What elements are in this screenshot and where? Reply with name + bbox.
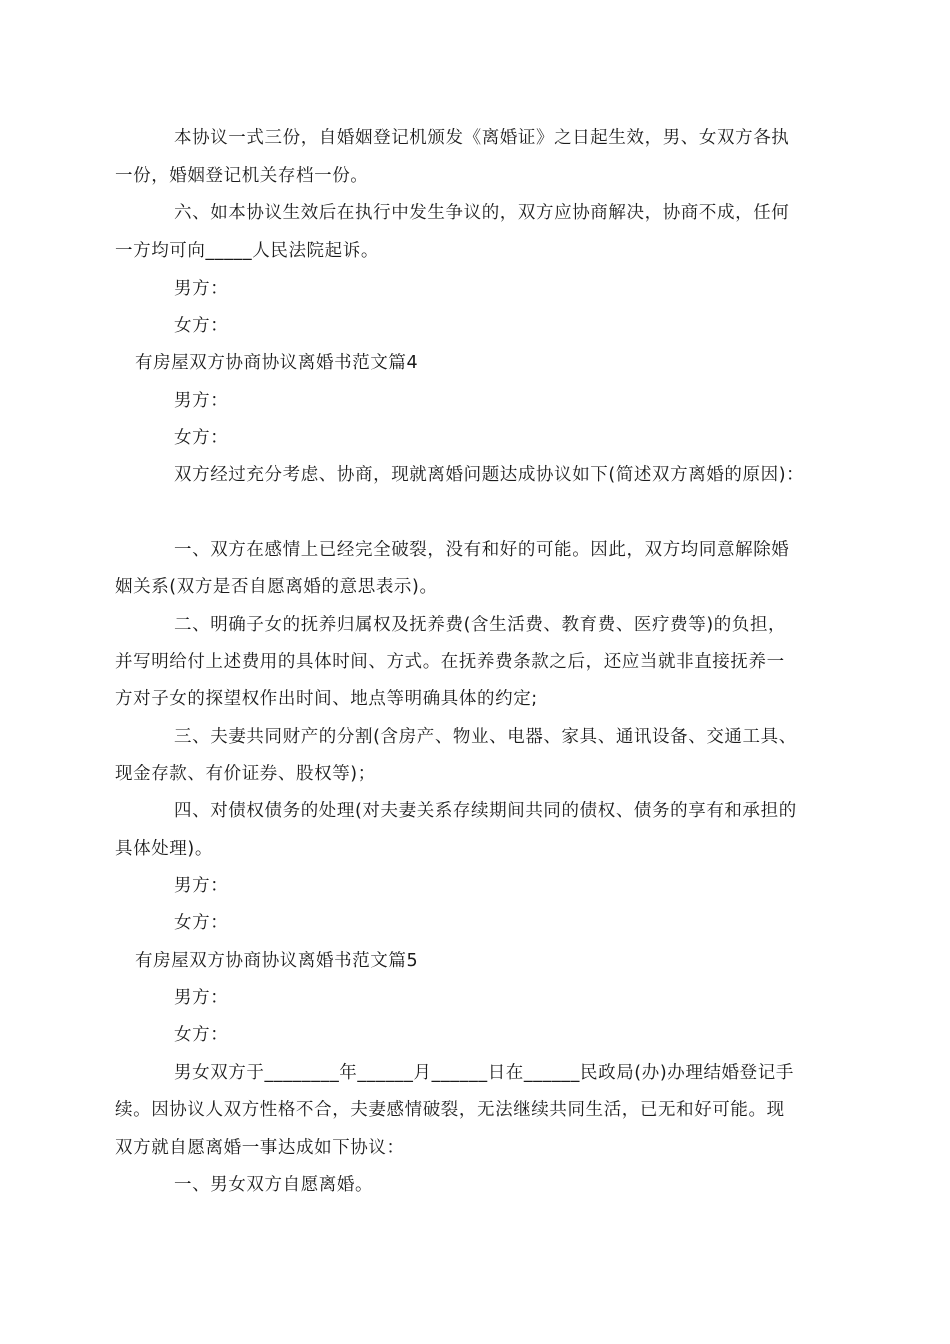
- paragraph-line: 六、如本协议生效后在执行中发生争议的，双方应协商解决，协商不成，任何: [174, 203, 790, 223]
- male-party-label: 男方：: [174, 876, 229, 896]
- female-party-label: 女方：: [174, 428, 229, 448]
- paragraph-line: 双方经过充分考虑、协商，现就离婚问题达成协议如下(简述双方离婚的原因)：: [174, 465, 805, 485]
- paragraph-line: 双方就自愿离婚一事达成如下协议：: [115, 1138, 405, 1158]
- paragraph-line: 姻关系(双方是否自愿离婚的意思表示)。: [115, 577, 438, 597]
- paragraph-line: 现金存款、有价证券、股权等)；: [115, 764, 376, 784]
- female-party-label: 女方：: [174, 316, 229, 336]
- paragraph-line: 一份，婚姻登记机关存档一份。: [115, 166, 369, 186]
- section-heading: 有房屋双方协商协议离婚书范文篇4: [135, 353, 419, 373]
- paragraph-line: 本协议一式三份，自婚姻登记机颁发《离婚证》之日起生效，男、女双方各执: [174, 128, 790, 148]
- section-heading: 有房屋双方协商协议离婚书范文篇5: [135, 951, 419, 971]
- paragraph-line: 三、夫妻共同财产的分割(含房产、物业、电器、家具、通讯设备、交通工具、: [174, 727, 797, 747]
- male-party-label: 男方：: [174, 279, 229, 299]
- paragraph-line: 续。因协议人双方性格不合，夫妻感情破裂，无法继续共同生活，已无和好可能。现: [115, 1100, 785, 1120]
- male-party-label: 男方：: [174, 391, 229, 411]
- paragraph-line: 一、男女双方自愿离婚。: [174, 1175, 374, 1195]
- female-party-label: 女方：: [174, 913, 229, 933]
- paragraph-line: 并写明给付上述费用的具体时间、方式。在抚养费条款之后，还应当就非直接抚养一: [115, 652, 785, 672]
- male-party-label: 男方：: [174, 988, 229, 1008]
- female-party-label: 女方：: [174, 1025, 229, 1045]
- paragraph-line: 具体处理)。: [115, 839, 213, 859]
- paragraph-line: 四、对债权债务的处理(对夫妻关系存续期间共同的债权、债务的享有和承担的: [174, 801, 797, 821]
- paragraph-line: 二、明确子女的抚养归属权及抚养费(含生活费、教育费、医疗费等)的负担，: [174, 615, 787, 635]
- paragraph-line: 男女双方于________年______月______日在______民政局(办)办理结婚登记手: [174, 1063, 794, 1083]
- paragraph-line: 一、双方在感情上已经完全破裂，没有和好的可能。因此，双方均同意解除婚: [174, 540, 790, 560]
- paragraph-line: 方对子女的探望权作出时间、地点等明确具体的约定;: [115, 689, 538, 709]
- paragraph-line: 一方均可向_____人民法院起诉。: [115, 241, 379, 261]
